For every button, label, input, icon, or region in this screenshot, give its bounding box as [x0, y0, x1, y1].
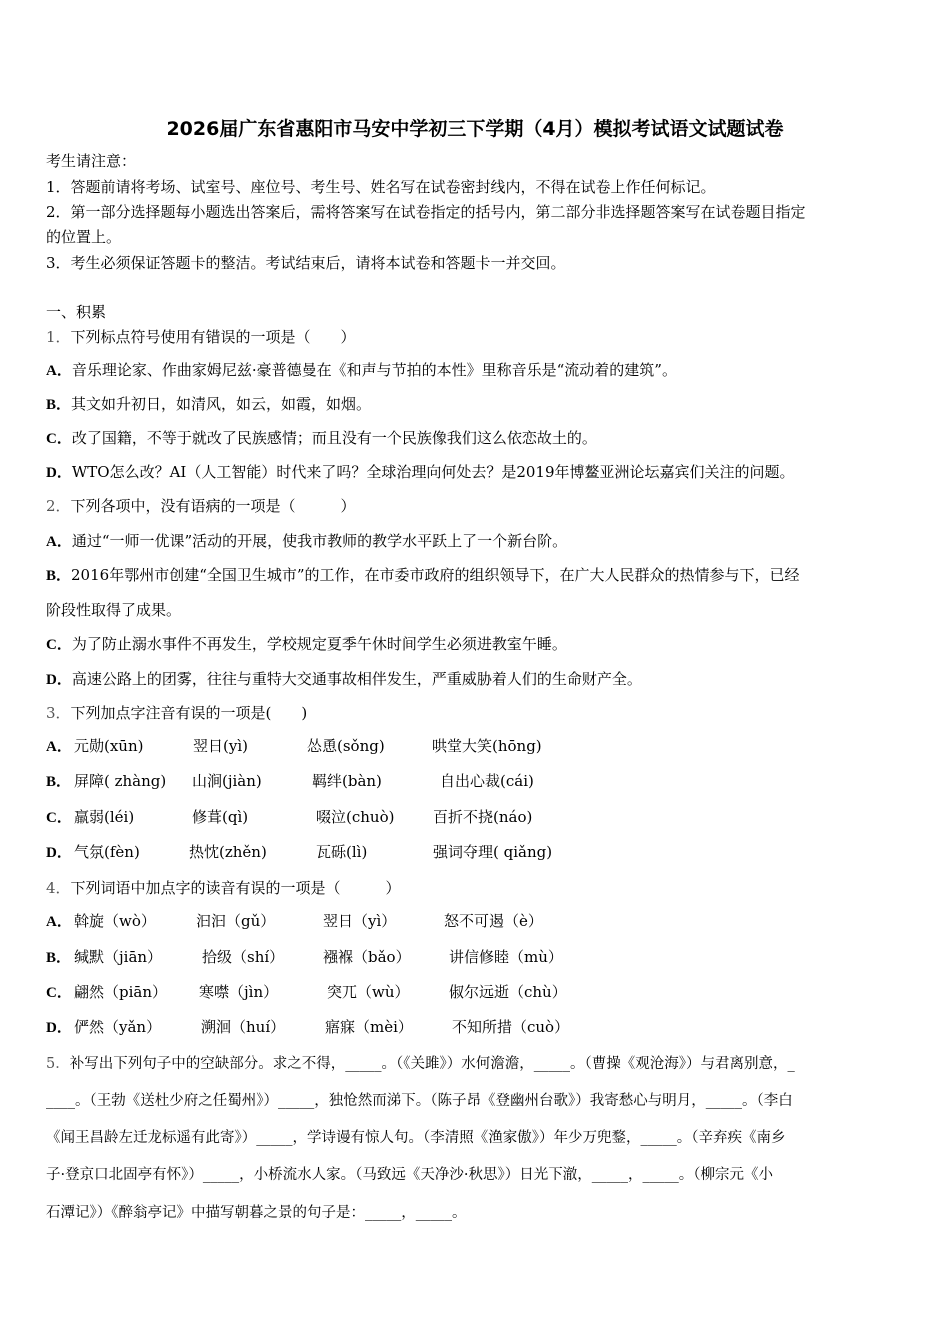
notice-heading: 考生请注意： — [46, 152, 137, 170]
question-text: 下列加点字注音有误的一项是( ) — [70, 704, 308, 722]
option-word: 怒不可遏（è） — [444, 912, 543, 930]
option-word: 啜泣(chuò) — [316, 808, 395, 826]
question-text: 补写出下列句子中的空缺部分。求之不得，_____。（《关雎》）水何澹澹，_____。（曹操《观沧海》）与君离别意，_ — [69, 1056, 795, 1072]
question-number: 3． — [46, 704, 71, 722]
question-4-option-c — [46, 982, 906, 1003]
question-3-option-c — [46, 807, 906, 828]
option-word: 屏障( zhàng) — [74, 772, 167, 790]
option-word: 羁绊(bàn) — [312, 772, 382, 790]
notice-item: 3．考生必须保证答题卡的整洁。考试结束后，请将本试卷和答题卡一并交回。 — [46, 254, 566, 272]
option-word: 元勋(xūn) — [74, 737, 144, 755]
option-word: 百折不挠(náo) — [433, 808, 533, 826]
question-text: 下列标点符号使用有错误的一项是（ ） — [70, 328, 356, 346]
question-4-option-b — [46, 947, 906, 968]
option-word: 瓦砾(lì) — [316, 843, 368, 861]
question-2-option-d — [46, 669, 642, 690]
option-label: D． — [46, 845, 72, 861]
question-3-option-d — [46, 842, 906, 863]
option-word: 襁褓（bǎo） — [323, 948, 411, 966]
option-word: 寒噤（jìn） — [199, 983, 279, 1001]
option-word: 突兀（wù） — [327, 983, 410, 1001]
option-word: 自出心裁(cái) — [440, 772, 534, 790]
question-4-option-a — [46, 911, 906, 932]
option-word: 山涧(jiàn) — [192, 772, 262, 790]
notice-item: 2．第一部分选择题每小题选出答案后，需将答案写在试卷指定的括号内，第二部分非选择题答案写在试卷题目指定 — [46, 203, 806, 221]
question-1-option-a — [46, 360, 677, 381]
option-text: 音乐理论家、作曲家姆尼兹·豪普德曼在《和声与节拍的本性》里称音乐是“流动着的建筑”。 — [71, 361, 677, 379]
option-word: 哄堂大笑(hōng) — [432, 737, 542, 755]
option-label: A． — [46, 914, 72, 930]
question-1-option-c — [46, 428, 597, 449]
option-word: 讲信修睦（mù） — [449, 948, 563, 966]
question-number: 1． — [46, 328, 71, 346]
option-text: 高速公路上的团雾，往往与重特大交通事故相伴发生，严重威胁着人们的生命财产全。 — [71, 670, 642, 688]
question-5-line: ____。（王勃《送杜少府之任蜀州》）_____，独怆然而涕下。（陈子昂《登幽州台歌》）我寄愁心与明月，_____。（李白 — [46, 1093, 793, 1109]
option-label: C． — [46, 810, 72, 826]
option-text: 通过“一师一优课”活动的开展，使我市教师的教学水平跃上了一个新台阶。 — [71, 532, 568, 550]
question-number: 5． — [46, 1056, 70, 1072]
option-label: C． — [46, 431, 72, 447]
question-5-line: 石潭记》）《醉翁亭记》中描写朝暮之景的句子是：_____，_____。 — [46, 1205, 467, 1221]
question-3-option-a — [46, 736, 906, 757]
option-label: B． — [46, 774, 72, 790]
option-label: A． — [46, 363, 72, 379]
option-word: 强词夺理( qiǎng) — [433, 843, 553, 861]
question-4-stem — [46, 878, 401, 898]
option-word: 热忱(zhěn) — [189, 843, 267, 861]
option-word: 俨然（yǎn） — [74, 1018, 162, 1036]
option-label: B． — [46, 950, 72, 966]
option-label: D． — [46, 465, 72, 481]
option-word: 怂恿(sǒng) — [307, 737, 385, 755]
question-3-option-b — [46, 771, 906, 792]
option-word: 修葺(qì) — [192, 808, 249, 826]
option-label: C． — [46, 985, 72, 1001]
option-word: 俶尔远逝（chù） — [449, 983, 567, 1001]
option-label: B． — [46, 568, 72, 584]
question-number: 2． — [46, 497, 71, 515]
option-word: 翌日(yì) — [193, 737, 248, 755]
option-text: 2016年鄂州市创建“全国卫生城市”的工作，在市委市政府的组织领导下，在广大人民群众的热情参与下，已经 — [71, 566, 800, 584]
question-2-stem — [46, 496, 356, 516]
notice-item: 1．答题前请将考场、试室号、座位号、考生号、姓名写在试卷密封线内，不得在试卷上作任何标记。 — [46, 178, 716, 196]
option-label: A． — [46, 739, 72, 755]
question-1-option-d — [46, 462, 795, 483]
question-number: 4． — [46, 879, 71, 897]
option-label: C． — [46, 637, 72, 653]
question-1-stem — [46, 327, 356, 347]
option-word: 气氛(fèn) — [74, 843, 140, 861]
question-2-option-b — [46, 565, 800, 586]
option-word: 翩然（piān） — [74, 983, 168, 1001]
question-2-option-a — [46, 531, 567, 552]
option-word: 羸弱(léi) — [74, 808, 135, 826]
question-5-line — [46, 1054, 795, 1074]
document-title: 2026届广东省惠阳市马安中学初三下学期（4月）模拟考试语文试题试卷 — [166, 118, 784, 140]
question-text: 下列词语中加点字的读音有误的一项是（ ） — [70, 879, 401, 897]
option-word: 不知所措（cuò） — [452, 1018, 570, 1036]
option-word: 缄默（jiān） — [74, 948, 163, 966]
option-label: A． — [46, 534, 72, 550]
option-word: 翌日（yì） — [323, 912, 397, 930]
option-text: 改了国籍，不等于就改了民族感情；而且没有一个民族像我们这么依恋故土的。 — [71, 429, 597, 447]
option-label: D． — [46, 1020, 72, 1036]
question-5-line: 《闻王昌龄左迁龙标遥有此寄》）_____，学诗谩有惊人句。（李清照《渔家傲》）年少万兜鍪，_____。（辛弃疾《南乡 — [46, 1130, 786, 1146]
option-label: D． — [46, 672, 72, 688]
option-word: 斡旋（wò） — [74, 912, 156, 930]
section-heading: 一、积累 — [46, 303, 107, 321]
option-word: 溯洄（huí） — [201, 1018, 286, 1036]
question-text: 下列各项中，没有语病的一项是（ ） — [70, 497, 356, 515]
option-text: 为了防止溺水事件不再发生，学校规定夏季午休时间学生必须进教室午睡。 — [71, 635, 567, 653]
option-text: 其文如升初日，如清风，如云，如霞，如烟。 — [71, 395, 372, 413]
question-4-option-d — [46, 1017, 906, 1038]
question-5-line: 子·登京口北固亭有怀》）_____，小桥流水人家。（马致远《天净沙·秋思》）日光下澈，_____，_____。（柳宗元《小 — [46, 1167, 773, 1183]
option-word: 汩汩（gǔ） — [196, 912, 276, 930]
notice-item: 的位置上。 — [46, 228, 122, 246]
question-3-stem — [46, 703, 307, 723]
option-word: 拾级（shí） — [202, 948, 285, 966]
question-2-option-b-continued: 阶段性取得了成果。 — [46, 601, 182, 619]
question-1-option-b — [46, 394, 371, 415]
option-text: WTO怎么改？AI（人工智能）时代来了吗？全球治理向何处去？是2019年博鳌亚洲论坛嘉宾们关注的问题。 — [71, 463, 795, 481]
question-2-option-c — [46, 634, 567, 655]
option-word: 寤寐（mèi） — [325, 1018, 413, 1036]
option-label: B． — [46, 397, 72, 413]
